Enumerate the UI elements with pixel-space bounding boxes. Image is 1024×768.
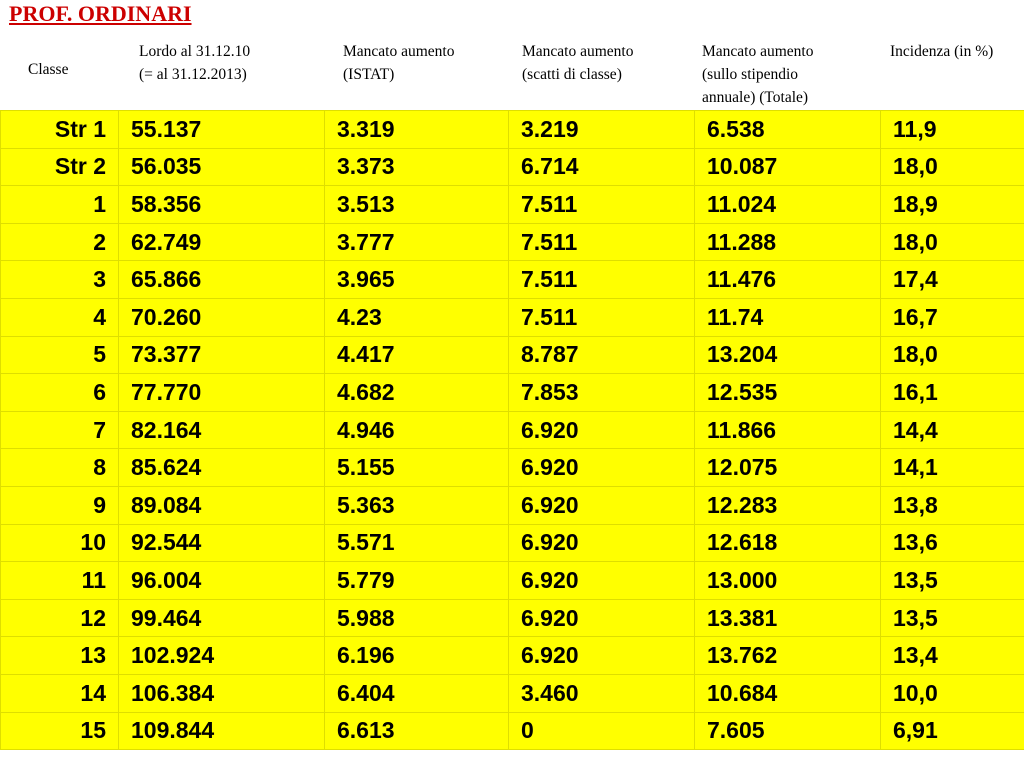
cell-totale: 12.535: [695, 374, 881, 412]
cell-lordo: 77.770: [119, 374, 325, 412]
cell-istat: 6.613: [325, 712, 509, 750]
cell-lordo: 62.749: [119, 223, 325, 261]
cell-scatti: 7.511: [509, 223, 695, 261]
cell-lordo: 96.004: [119, 562, 325, 600]
cell-classe: 4: [1, 298, 119, 336]
cell-totale: 12.283: [695, 486, 881, 524]
cell-istat: 5.155: [325, 449, 509, 487]
cell-lordo: 73.377: [119, 336, 325, 374]
cell-totale: 11.74: [695, 298, 881, 336]
cell-incidenza: 13,4: [881, 637, 1024, 675]
cell-lordo: 70.260: [119, 298, 325, 336]
cell-incidenza: 18,9: [881, 186, 1024, 224]
cell-incidenza: 11,9: [881, 111, 1024, 149]
cell-scatti: 6.920: [509, 524, 695, 562]
cell-scatti: 6.920: [509, 599, 695, 637]
cell-incidenza: 13,5: [881, 562, 1024, 600]
cell-incidenza: 13,6: [881, 524, 1024, 562]
cell-istat: 3.373: [325, 148, 509, 186]
cell-classe: 15: [1, 712, 119, 750]
cell-totale: 12.618: [695, 524, 881, 562]
cell-classe: 3: [1, 261, 119, 299]
table-row: [1, 374, 1024, 412]
cell-totale: 10.087: [695, 148, 881, 186]
header-totale: Mancato aumento (sullo stipendio annuale) (Totale): [702, 43, 814, 106]
cell-lordo: 65.866: [119, 261, 325, 299]
cell-incidenza: 18,0: [881, 336, 1024, 374]
table-row: [1, 562, 1024, 600]
table-row: [1, 336, 1024, 374]
data-table: [0, 110, 1024, 750]
table-row: [1, 712, 1024, 750]
cell-classe: 2: [1, 223, 119, 261]
cell-totale: 13.762: [695, 637, 881, 675]
cell-totale: 6.538: [695, 111, 881, 149]
cell-classe: 9: [1, 486, 119, 524]
cell-scatti: 6.920: [509, 411, 695, 449]
header-lordo: Lordo al 31.12.10 (= al 31.12.2013): [139, 43, 251, 83]
header-incidenza: Incidenza (in %): [890, 43, 994, 60]
header-classe: Classe: [28, 61, 69, 78]
cell-classe: 11: [1, 562, 119, 600]
cell-incidenza: 16,1: [881, 374, 1024, 412]
table-row: [1, 486, 1024, 524]
cell-incidenza: 13,5: [881, 599, 1024, 637]
cell-incidenza: 10,0: [881, 674, 1024, 712]
cell-lordo: 92.544: [119, 524, 325, 562]
cell-istat: 3.965: [325, 261, 509, 299]
table-body: [1, 111, 1024, 750]
cell-lordo: 58.356: [119, 186, 325, 224]
cell-scatti: 6.920: [509, 486, 695, 524]
cell-totale: 11.476: [695, 261, 881, 299]
cell-lordo: 82.164: [119, 411, 325, 449]
cell-classe: Str 1: [1, 111, 119, 149]
table-row: [1, 223, 1024, 261]
cell-incidenza: 14,1: [881, 449, 1024, 487]
table-row: [1, 524, 1024, 562]
cell-scatti: 6.714: [509, 148, 695, 186]
cell-incidenza: 6,91: [881, 712, 1024, 750]
cell-istat: 4.946: [325, 411, 509, 449]
table-row: [1, 449, 1024, 487]
cell-istat: 5.363: [325, 486, 509, 524]
cell-totale: 12.075: [695, 449, 881, 487]
cell-istat: 6.404: [325, 674, 509, 712]
cell-incidenza: 13,8: [881, 486, 1024, 524]
cell-scatti: 8.787: [509, 336, 695, 374]
cell-classe: Str 2: [1, 148, 119, 186]
table-row: [1, 411, 1024, 449]
cell-classe: 1: [1, 186, 119, 224]
cell-lordo: 85.624: [119, 449, 325, 487]
cell-totale: 10.684: [695, 674, 881, 712]
cell-incidenza: 18,0: [881, 223, 1024, 261]
table-row: [1, 148, 1024, 186]
cell-totale: 13.204: [695, 336, 881, 374]
cell-istat: 3.513: [325, 186, 509, 224]
table-row: [1, 186, 1024, 224]
cell-totale: 11.866: [695, 411, 881, 449]
cell-istat: 3.319: [325, 111, 509, 149]
cell-totale: 11.288: [695, 223, 881, 261]
cell-incidenza: 16,7: [881, 298, 1024, 336]
cell-scatti: 3.219: [509, 111, 695, 149]
cell-scatti: 6.920: [509, 637, 695, 675]
cell-scatti: 0: [509, 712, 695, 750]
cell-istat: 5.988: [325, 599, 509, 637]
cell-scatti: 7.853: [509, 374, 695, 412]
cell-lordo: 99.464: [119, 599, 325, 637]
cell-istat: 5.779: [325, 562, 509, 600]
cell-scatti: 6.920: [509, 449, 695, 487]
cell-classe: 8: [1, 449, 119, 487]
cell-totale: 13.381: [695, 599, 881, 637]
cell-scatti: 6.920: [509, 562, 695, 600]
cell-totale: 7.605: [695, 712, 881, 750]
cell-istat: 4.417: [325, 336, 509, 374]
cell-classe: 12: [1, 599, 119, 637]
cell-istat: 4.682: [325, 374, 509, 412]
cell-lordo: 109.844: [119, 712, 325, 750]
page-title: PROF. ORDINARI: [9, 1, 192, 26]
table-row: [1, 599, 1024, 637]
table-row: [1, 674, 1024, 712]
cell-scatti: 7.511: [509, 186, 695, 224]
cell-istat: 4.23: [325, 298, 509, 336]
cell-incidenza: 18,0: [881, 148, 1024, 186]
table-row: [1, 298, 1024, 336]
cell-istat: 6.196: [325, 637, 509, 675]
header-scatti: Mancato aumento (scatti di classe): [522, 43, 634, 83]
cell-classe: 5: [1, 336, 119, 374]
cell-lordo: 102.924: [119, 637, 325, 675]
cell-lordo: 56.035: [119, 148, 325, 186]
cell-classe: 6: [1, 374, 119, 412]
cell-scatti: 7.511: [509, 298, 695, 336]
table-row: [1, 261, 1024, 299]
cell-totale: 13.000: [695, 562, 881, 600]
cell-classe: 14: [1, 674, 119, 712]
cell-scatti: 7.511: [509, 261, 695, 299]
cell-classe: 10: [1, 524, 119, 562]
cell-classe: 13: [1, 637, 119, 675]
header-istat: Mancato aumento (ISTAT): [343, 43, 455, 83]
cell-lordo: 89.084: [119, 486, 325, 524]
cell-istat: 3.777: [325, 223, 509, 261]
table-row: [1, 637, 1024, 675]
cell-lordo: 106.384: [119, 674, 325, 712]
cell-lordo: 55.137: [119, 111, 325, 149]
table-row: [1, 111, 1024, 149]
cell-classe: 7: [1, 411, 119, 449]
cell-incidenza: 17,4: [881, 261, 1024, 299]
cell-istat: 5.571: [325, 524, 509, 562]
cell-totale: 11.024: [695, 186, 881, 224]
cell-scatti: 3.460: [509, 674, 695, 712]
cell-incidenza: 14,4: [881, 411, 1024, 449]
